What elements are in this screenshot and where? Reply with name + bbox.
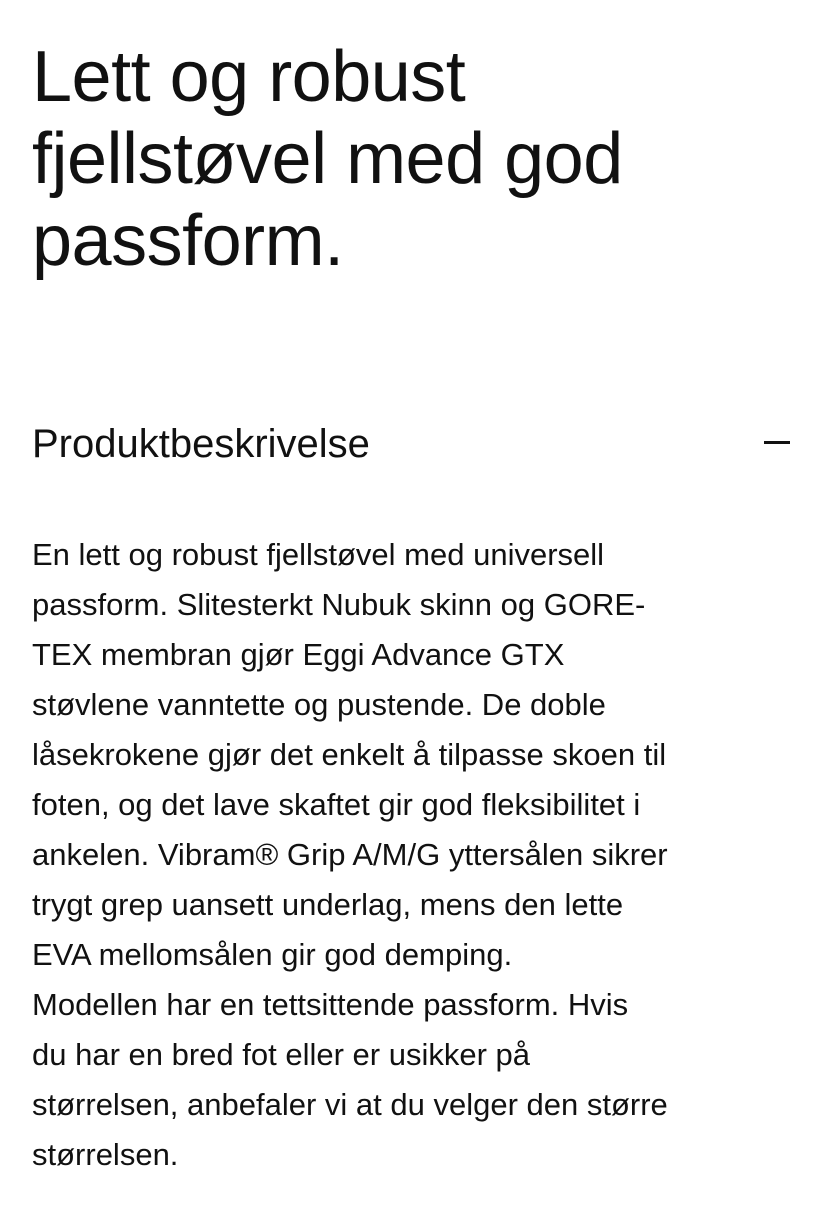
product-headline: Lett og robust fjellstøvel med god passform. [32,37,623,281]
product-description-accordion [32,412,794,1172]
product-description-text: En lett og robust fjellstøvel med universell passform. Slitesterkt Nubuk skinn og GORE- TEX membran gjør Eggi Advance GTX støvlene vanntette og pustende. De doble låsekrokene gjør det enkelt å tilpasse skoen til foten, og det lave skaftet gir god fleksibilitet i ankelen. Vibram® Grip A/M/G yttersålen sikrer trygt grep uansett underlag, mens den lette EVA mellomsålen gir god demping. Modellen har en tettsittende passform. Hvis du har en bred fot eller er usikker på størrelsen, anbefaler vi at du velger den større størrelsen. [32,537,668,1172]
accordion-title: Produktbeskrivelse [32,422,370,466]
product-description-toggle[interactable] [32,412,794,472]
minus-icon[interactable] [764,426,790,458]
